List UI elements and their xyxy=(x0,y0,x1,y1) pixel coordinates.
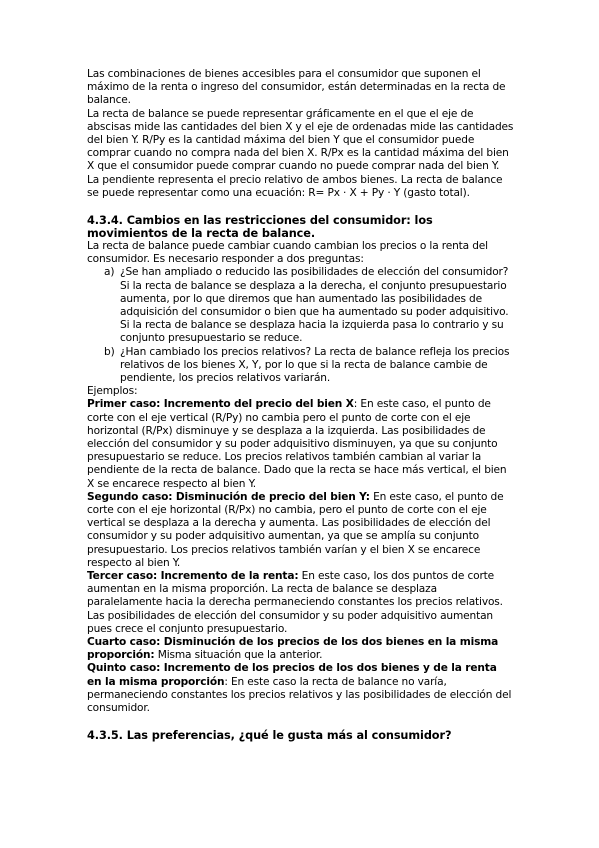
case-paragraph xyxy=(87,398,514,490)
case-text: En este caso, los dos puntos de corte aumentan en la misma proporción. La recta de balance se desplaza paralelamente hacia la derecha permaneciendo constantes los precios relativos. Las posibilidades de elección del consumidor y su poder adquisitivo aumentan pues crece el conjunto presupuestario. xyxy=(87,570,503,635)
section-intro: La recta de balance puede cambiar cuando cambian los precios o la renta del consumidor. Es necesario responder a dos preguntas: xyxy=(87,239,488,266)
document-page xyxy=(87,68,514,742)
intro-paragraph-2: La recta de balance se puede representar gráficamente en el que el eje de abscisas mide las cantidades del bien X y el eje de ordenadas mide las cantidades del bien Y. R/Py es la cantidad máxima del bien Y que el consumidor puede comprar cuando no compra nada del bien X. R/Px es la cantidad máxima del bien X que el consumidor puede comprar cuando no puede comprar nada del bien Y. La pendiente representa el precio relativo de ambos bienes. La recta de balance se puede representar como una ecuación: R= Px · X + Py · Y (gasto total). xyxy=(87,107,514,199)
spacer xyxy=(87,200,514,214)
section-heading-4-3-4: 4.3.4. Cambios en las restricciones del consumidor: los movimientos de la recta de balance. xyxy=(87,213,433,240)
case-title: Primer caso: Incremento del precio del bien X xyxy=(87,398,354,411)
list-item-text: ¿Se han ampliado o reducido las posibilidades de elección del consumidor? Si la recta de balance se desplaza a la derecha, el conjunto presupuestario aumenta, por lo que diremos que han aumentado las posibilidades de adquisición del consumidor o bien que ha aumentado su poder adquisitivo. Si la recta de balance se desplaza hacia la izquierda pasa lo contrario y su conjunto presupuestario se reduce. xyxy=(120,266,509,345)
list-marker: b) xyxy=(104,345,115,358)
case-title: Segundo caso: Disminución de precio del bien Y: xyxy=(87,490,370,503)
list-item-text: ¿Han cambiado los precios relativos? La recta de balance refleja los precios relativos de los bienes X, Y, por lo que si la recta de balance cambie de pendiente, los precios relativos variarán. xyxy=(120,345,510,384)
list-item xyxy=(87,346,514,386)
case-paragraph xyxy=(87,636,514,662)
examples-label: Ejemplos: xyxy=(87,385,138,398)
list-item xyxy=(87,266,514,345)
case-text: : En este caso la recta de balance no varía, permaneciendo constantes los precios relativos y las posibilidades de elección del consumidor. xyxy=(87,675,512,715)
case-paragraph xyxy=(87,491,514,570)
case-title: Cuarto caso: Disminución de los precios de los dos bienes en la misma proporción: xyxy=(87,636,499,662)
case-title: Tercer caso: Incremento de la renta: xyxy=(87,570,299,583)
case-paragraph xyxy=(87,570,514,636)
question-list xyxy=(87,266,514,385)
list-marker: a) xyxy=(104,266,115,279)
intro-paragraph-1: Las combinaciones de bienes accesibles para el consumidor que suponen el máximo de la renta o ingreso del consumidor, están determinadas en la recta de balance. xyxy=(87,68,506,107)
case-text: Misma situación que la anterior. xyxy=(154,649,323,662)
case-title: Quinto caso: Incremento de los precios de los dos bienes y de la renta en la misma proporción xyxy=(87,662,497,688)
case-paragraph xyxy=(87,662,514,715)
case-text: : En este caso, el punto de corte con el eje vertical (R/Py) no cambia pero el punto de corte con el eje horizontal (R/Px) disminuye y se desplaza a la izquierda. Las posibilidades de elección del consumidor y su poder adquisitivo disminuyen, ya que su conjunto presupuestario se reduce. Los precios relativos también cambian al variar la pendiente de la recta de balance. Dado que la recta se hace más vertical, el bien X se encarece respecto al bien Y. xyxy=(87,398,507,490)
case-text: En este caso, el punto de corte con el eje horizontal (R/Px) no cambia, pero el punto de corte con el eje vertical se desplaza a la derecha y aumenta. Las posibilidades de elección del consumidor y su poder adquisitivo aumentan, ya que se amplía su conjunto presupuestario. Los precios relativos también varían y el bien X se encarece respecto al bien Y. xyxy=(87,490,504,569)
spacer xyxy=(87,715,514,729)
section-heading-4-3-5: 4.3.5. Las preferencias, ¿qué le gusta más al consumidor? xyxy=(87,728,452,742)
